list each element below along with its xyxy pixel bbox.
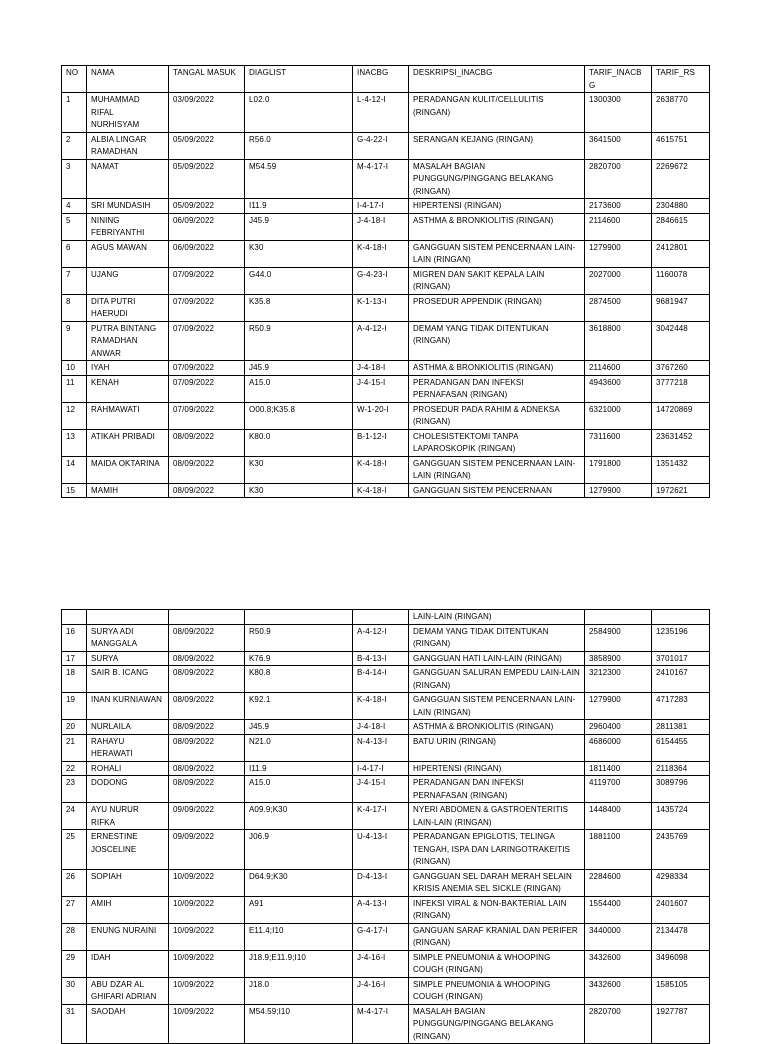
inacbg-code: G-4-22-I xyxy=(353,132,409,159)
tarif-inacbg: 1279900 xyxy=(585,483,652,498)
tarif-rs: 6154455 xyxy=(652,734,710,761)
inacbg-description: CHOLESISTEKTOMI TANPA LAPAROSKOPIK (RINGAN) xyxy=(409,429,585,456)
tarif-inacbg: 1554400 xyxy=(585,896,652,923)
inacbg-code: K-4-18-I xyxy=(353,456,409,483)
admission-date: 05/09/2022 xyxy=(169,199,245,214)
table-row xyxy=(62,483,710,498)
table-row xyxy=(62,923,710,950)
table-row xyxy=(62,720,710,735)
tarif-inacbg: 2820700 xyxy=(585,159,652,199)
tarif-inacbg: 1279900 xyxy=(585,693,652,720)
diagnosis-list: N21.0 xyxy=(245,734,353,761)
tarif-rs: 1972621 xyxy=(652,483,710,498)
diagnosis-list: L02.0 xyxy=(245,93,353,133)
table-row xyxy=(62,93,710,133)
row-no: 15 xyxy=(62,483,87,498)
patient-name: KENAH xyxy=(87,375,169,402)
admission-date: 05/09/2022 xyxy=(169,159,245,199)
admission-date: 10/09/2022 xyxy=(169,923,245,950)
row-no: 30 xyxy=(62,977,87,1004)
tarif-inacbg: 6321000 xyxy=(585,402,652,429)
admission-date: 03/09/2022 xyxy=(169,93,245,133)
patient-name: PUTRA BINTANG RAMADHAN ANWAR xyxy=(87,321,169,361)
patient-name: DODONG xyxy=(87,776,169,803)
inacbg-code: G-4-17-I xyxy=(353,923,409,950)
table-row xyxy=(62,240,710,267)
patient-name: IDAH xyxy=(87,950,169,977)
table-row xyxy=(62,693,710,720)
admission-date: 08/09/2022 xyxy=(169,720,245,735)
admission-date: 05/09/2022 xyxy=(169,132,245,159)
admission-date: 06/09/2022 xyxy=(169,213,245,240)
inacbg-description: PERADANGAN DAN INFEKSI PERNAFASAN (RINGAN) xyxy=(409,375,585,402)
header-cell-tarif-inacbg: TARIF_INACBG xyxy=(585,66,652,93)
tarif-rs: 2412801 xyxy=(652,240,710,267)
tarif-rs: 2435769 xyxy=(652,830,710,870)
patient-name: ERNESTINE JOSCELINE xyxy=(87,830,169,870)
table-row xyxy=(62,761,710,776)
row-no: 3 xyxy=(62,159,87,199)
patient-name: SRI MUNDASIH xyxy=(87,199,169,214)
tarif-rs: 3042448 xyxy=(652,321,710,361)
inacbg-description: MIGREN DAN SAKIT KEPALA LAIN (RINGAN) xyxy=(409,267,585,294)
patient-name: ROHALI xyxy=(87,761,169,776)
inacbg-code: W-1-20-I xyxy=(353,402,409,429)
tarif-rs: 2638770 xyxy=(652,93,710,133)
inacbg-code: J-4-18-I xyxy=(353,361,409,376)
patient-name: SAIR B. ICANG xyxy=(87,666,169,693)
inacbg-description: BATU URIN (RINGAN) xyxy=(409,734,585,761)
admission-date: 08/09/2022 xyxy=(169,429,245,456)
inacbg-description: SIMPLE PNEUMONIA & WHOOPING COUGH (RINGAN) xyxy=(409,950,585,977)
table-row xyxy=(62,159,710,199)
header-cell-tangal-masuk: TANGAL MASUK xyxy=(169,66,245,93)
tarif-inacbg: 1881100 xyxy=(585,830,652,870)
tarif-rs: 1435724 xyxy=(652,803,710,830)
patient-name: SURYA xyxy=(87,651,169,666)
table-row xyxy=(62,132,710,159)
admission-date: 07/09/2022 xyxy=(169,361,245,376)
patient-name: NAMAT xyxy=(87,159,169,199)
table-row xyxy=(62,375,710,402)
header-cell-deskripsi: DESKRIPSI_INACBG xyxy=(409,66,585,93)
patient-name: INAN KURNIAWAN xyxy=(87,693,169,720)
row-no: 17 xyxy=(62,651,87,666)
diagnosis-list: K35.8 xyxy=(245,294,353,321)
admission-date: 08/09/2022 xyxy=(169,624,245,651)
inacbg-description: MASALAH BAGIAN PUNGGUNG/PINGGANG BELAKANG (RINGAN) xyxy=(409,159,585,199)
admission-date: 10/09/2022 xyxy=(169,950,245,977)
patient-name: AYU NURUR RIFKA xyxy=(87,803,169,830)
diagnosis-list: J18.0 xyxy=(245,977,353,1004)
admission-date: 07/09/2022 xyxy=(169,375,245,402)
tarif-inacbg: 2874500 xyxy=(585,294,652,321)
continuation-row xyxy=(62,610,710,625)
patient-name: MAIDA OKTARINA xyxy=(87,456,169,483)
tarif-inacbg: 3641500 xyxy=(585,132,652,159)
diagnosis-list: K80.0 xyxy=(245,429,353,456)
row-no: 10 xyxy=(62,361,87,376)
inacbg-description: INFEKSI VIRAL & NON-BAKTERIAL LAIN (RINGAN) xyxy=(409,896,585,923)
row-no: 25 xyxy=(62,830,87,870)
tarif-rs: 1351432 xyxy=(652,456,710,483)
table-row xyxy=(62,803,710,830)
tarif-inacbg: 2960400 xyxy=(585,720,652,735)
tarif-inacbg: 2114600 xyxy=(585,361,652,376)
patient-name: SOPIAH xyxy=(87,869,169,896)
inacbg-code: U-4-13-I xyxy=(353,830,409,870)
diagnosis-list: I11.9 xyxy=(245,199,353,214)
diagnosis-list: I11.9 xyxy=(245,761,353,776)
inacbg-code: J-4-16-I xyxy=(353,950,409,977)
tarif-inacbg: 4943600 xyxy=(585,375,652,402)
inacbg-description: ASTHMA & BRONKIOLITIS (RINGAN) xyxy=(409,361,585,376)
inacbg-code: J-4-18-I xyxy=(353,213,409,240)
table-row xyxy=(62,776,710,803)
tarif-inacbg: 2820700 xyxy=(585,1004,652,1044)
row-no: 22 xyxy=(62,761,87,776)
admission-date: 07/09/2022 xyxy=(169,294,245,321)
table-row xyxy=(62,950,710,977)
row-no: 6 xyxy=(62,240,87,267)
admission-date: 07/09/2022 xyxy=(169,321,245,361)
diagnosis-list: K30 xyxy=(245,240,353,267)
row-no: 24 xyxy=(62,803,87,830)
tarif-inacbg: 3858900 xyxy=(585,651,652,666)
tarif-rs: 3701017 xyxy=(652,651,710,666)
patient-name: UJANG xyxy=(87,267,169,294)
inacbg-description: GANGGUAN SALURAN EMPEDU LAIN-LAIN (RINGAN) xyxy=(409,666,585,693)
inacbg-description: GANGGUAN SISTEM PENCERNAAN LAIN-LAIN (RINGAN) xyxy=(409,456,585,483)
tarif-inacbg: 2584900 xyxy=(585,624,652,651)
inacbg-code: K-1-13-I xyxy=(353,294,409,321)
row-no: 27 xyxy=(62,896,87,923)
inacbg-code: M-4-17-I xyxy=(353,159,409,199)
tarif-inacbg: 3440000 xyxy=(585,923,652,950)
tarif-inacbg: 1279900 xyxy=(585,240,652,267)
diagnosis-list: J18.9;E11.9;I10 xyxy=(245,950,353,977)
row-no: 12 xyxy=(62,402,87,429)
inacbg-code: K-4-18-I xyxy=(353,240,409,267)
table-row xyxy=(62,294,710,321)
inacbg-description: ASTHMA & BRONKIOLITIS (RINGAN) xyxy=(409,720,585,735)
patient-name: MUHAMMAD RIFAL NURHISYAM xyxy=(87,93,169,133)
table-row xyxy=(62,199,710,214)
admission-date: 10/09/2022 xyxy=(169,896,245,923)
admission-date: 08/09/2022 xyxy=(169,651,245,666)
tarif-rs: 2118364 xyxy=(652,761,710,776)
row-no: 4 xyxy=(62,199,87,214)
tarif-rs: 1585105 xyxy=(652,977,710,1004)
row-no: 11 xyxy=(62,375,87,402)
inacbg-description: SIMPLE PNEUMONIA & WHOOPING COUGH (RINGAN) xyxy=(409,977,585,1004)
tarif-rs: 3767260 xyxy=(652,361,710,376)
inacbg-code: A-4-13-I xyxy=(353,896,409,923)
diagnosis-list: J45.9 xyxy=(245,213,353,240)
inacbg-code: A-4-12-I xyxy=(353,321,409,361)
row-no: 29 xyxy=(62,950,87,977)
tarif-inacbg: 1300300 xyxy=(585,93,652,133)
inacbg-description: PERADANGAN DAN INFEKSI PERNAFASAN (RINGAN) xyxy=(409,776,585,803)
patient-name: SURYA ADI MANGGALA xyxy=(87,624,169,651)
tarif-inacbg: 4119700 xyxy=(585,776,652,803)
table-row xyxy=(62,651,710,666)
tarif-rs: 2811381 xyxy=(652,720,710,735)
inacbg-code: K-4-18-I xyxy=(353,693,409,720)
tarif-rs: 1235196 xyxy=(652,624,710,651)
tarif-rs: 23631452 xyxy=(652,429,710,456)
tarif-rs: 3777218 xyxy=(652,375,710,402)
table-row xyxy=(62,402,710,429)
row-no: 8 xyxy=(62,294,87,321)
patient-name: ATIKAH PRIBADI xyxy=(87,429,169,456)
inacbg-description: GANGUAN SARAF KRANIAL DAN PERIFER (RINGAN) xyxy=(409,923,585,950)
inacbg-description: NYERI ABDOMEN & GASTROENTERITIS LAIN-LAIN (RINGAN) xyxy=(409,803,585,830)
admission-date: 08/09/2022 xyxy=(169,666,245,693)
header-cell-no: NO xyxy=(62,66,87,93)
tarif-inacbg: 1811400 xyxy=(585,761,652,776)
diagnosis-list: K30 xyxy=(245,456,353,483)
tarif-inacbg: 7311600 xyxy=(585,429,652,456)
tarif-rs: 3089796 xyxy=(652,776,710,803)
tarif-rs: 2846615 xyxy=(652,213,710,240)
tarif-rs: 3496098 xyxy=(652,950,710,977)
row-no: 13 xyxy=(62,429,87,456)
admission-date: 10/09/2022 xyxy=(169,1004,245,1044)
inacbg-code: I-4-17-I xyxy=(353,761,409,776)
diagnosis-list: R50.9 xyxy=(245,624,353,651)
tarif-rs: 9681947 xyxy=(652,294,710,321)
admission-date: 08/09/2022 xyxy=(169,456,245,483)
inacbg-description: PERADANGAN KULIT/CELLULITIS (RINGAN) xyxy=(409,93,585,133)
diagnosis-list: G44.0 xyxy=(245,267,353,294)
patient-name: MAMIH xyxy=(87,483,169,498)
inacbg-description: GANGGUAN SEL DARAH MERAH SELAIN KRISIS ANEMIA SEL SICKLE (RINGAN) xyxy=(409,869,585,896)
diagnosis-list: A15.0 xyxy=(245,776,353,803)
tarif-inacbg: 1791800 xyxy=(585,456,652,483)
inacbg-description: ASTHMA & BRONKIOLITIS (RINGAN) xyxy=(409,213,585,240)
inacbg-code: B-1-12-I xyxy=(353,429,409,456)
patient-name: AMIH xyxy=(87,896,169,923)
header-cell-diaglist: DIAGLIST xyxy=(245,66,353,93)
diagnosis-list: D64.9;K30 xyxy=(245,869,353,896)
row-no: 23 xyxy=(62,776,87,803)
table-row xyxy=(62,869,710,896)
inacbg-description: GANGGUAN HATI LAIN-LAIN (RINGAN) xyxy=(409,651,585,666)
row-no: 19 xyxy=(62,693,87,720)
patient-name: AGUS MAWAN xyxy=(87,240,169,267)
diagnosis-list: E11.4;I10 xyxy=(245,923,353,950)
admission-date: 07/09/2022 xyxy=(169,402,245,429)
diagnosis-list: M54.59;I10 xyxy=(245,1004,353,1044)
inacbg-description: GANGGUAN SISTEM PENCERNAAN LAIN-LAIN (RINGAN) xyxy=(409,693,585,720)
tarif-rs: 14720869 xyxy=(652,402,710,429)
table-row xyxy=(62,896,710,923)
admission-date: 08/09/2022 xyxy=(169,483,245,498)
table-row xyxy=(62,977,710,1004)
inacbg-code: A-4-12-I xyxy=(353,624,409,651)
inacbg-code: J-4-15-I xyxy=(353,776,409,803)
admission-date: 08/09/2022 xyxy=(169,776,245,803)
tarif-inacbg: 2173600 xyxy=(585,199,652,214)
continuation-description: LAIN-LAIN (RINGAN) xyxy=(409,610,585,625)
admission-date: 07/09/2022 xyxy=(169,267,245,294)
diagnosis-list: R50.9 xyxy=(245,321,353,361)
table-row xyxy=(62,321,710,361)
table-row xyxy=(62,267,710,294)
inacbg-description: GANGGUAN SISTEM PENCERNAAN LAIN-LAIN (RINGAN) xyxy=(409,240,585,267)
table-row xyxy=(62,830,710,870)
tarif-inacbg: 2114600 xyxy=(585,213,652,240)
inacbg-code: N-4-13-I xyxy=(353,734,409,761)
table-row xyxy=(62,624,710,651)
tarif-inacbg: 4686000 xyxy=(585,734,652,761)
row-no: 21 xyxy=(62,734,87,761)
diagnosis-list: K76.9 xyxy=(245,651,353,666)
inacbg-code: G-4-23-I xyxy=(353,267,409,294)
row-no: 9 xyxy=(62,321,87,361)
table-row xyxy=(62,361,710,376)
inacbg-description: DEMAM YANG TIDAK DITENTUKAN (RINGAN) xyxy=(409,624,585,651)
inacbg-description: MASALAH BAGIAN PUNGGUNG/PINGGANG BELAKANG (RINGAN) xyxy=(409,1004,585,1044)
tarif-rs: 2304880 xyxy=(652,199,710,214)
header-cell-nama: NAMA xyxy=(87,66,169,93)
tarif-inacbg: 1448400 xyxy=(585,803,652,830)
inacbg-code: D-4-13-I xyxy=(353,869,409,896)
diagnosis-list: J06.9 xyxy=(245,830,353,870)
patient-name: ENUNG NURAINI xyxy=(87,923,169,950)
inacbg-description: HIPERTENSI (RINGAN) xyxy=(409,199,585,214)
patient-name: SAODAH xyxy=(87,1004,169,1044)
row-no: 20 xyxy=(62,720,87,735)
diagnosis-list: O00.8;K35.8 xyxy=(245,402,353,429)
tarif-inacbg: 3618800 xyxy=(585,321,652,361)
patient-name: ABU DZAR AL GHIFARI ADRIAN xyxy=(87,977,169,1004)
tarif-rs: 2401607 xyxy=(652,896,710,923)
admission-date: 09/09/2022 xyxy=(169,803,245,830)
admission-date: 09/09/2022 xyxy=(169,830,245,870)
admission-date: 10/09/2022 xyxy=(169,869,245,896)
inacbg-code: L-4-12-I xyxy=(353,93,409,133)
tarif-rs: 1160078 xyxy=(652,267,710,294)
table-row xyxy=(62,213,710,240)
admission-date: 08/09/2022 xyxy=(169,761,245,776)
patient-table-page-1 xyxy=(61,65,710,498)
diagnosis-list: M54.59 xyxy=(245,159,353,199)
row-no: 14 xyxy=(62,456,87,483)
diagnosis-list: A91 xyxy=(245,896,353,923)
patient-name: RAHAYU HERAWATI xyxy=(87,734,169,761)
tarif-rs: 4298334 xyxy=(652,869,710,896)
tarif-rs: 4615751 xyxy=(652,132,710,159)
table-row xyxy=(62,429,710,456)
inacbg-code: J-4-16-I xyxy=(353,977,409,1004)
tarif-rs: 2134478 xyxy=(652,923,710,950)
inacbg-description: PROSEDUR APPENDIK (RINGAN) xyxy=(409,294,585,321)
row-no: 2 xyxy=(62,132,87,159)
inacbg-code: K-4-18-I xyxy=(353,483,409,498)
admission-date: 08/09/2022 xyxy=(169,693,245,720)
tarif-rs: 1927787 xyxy=(652,1004,710,1044)
tarif-inacbg: 3212300 xyxy=(585,666,652,693)
row-no: 5 xyxy=(62,213,87,240)
tarif-inacbg: 2027000 xyxy=(585,267,652,294)
patient-name: RAHMAWATI xyxy=(87,402,169,429)
table-row xyxy=(62,734,710,761)
inacbg-code: B-4-13-I xyxy=(353,651,409,666)
header-cell-tarif-rs: TARIF_RS xyxy=(652,66,710,93)
diagnosis-list: K92.1 xyxy=(245,693,353,720)
inacbg-description: SERANGAN KEJANG (RINGAN) xyxy=(409,132,585,159)
diagnosis-list: K30 xyxy=(245,483,353,498)
row-no: 7 xyxy=(62,267,87,294)
patient-name: ALBIA LINGAR RAMADHAN xyxy=(87,132,169,159)
table-row xyxy=(62,666,710,693)
row-no: 28 xyxy=(62,923,87,950)
inacbg-description: PERADANGAN EPIGLOTIS, TELINGA TENGAH, ISPA DAN LARINGOTRAKEITIS (RINGAN) xyxy=(409,830,585,870)
patient-name: DITA PUTRI HAERUDI xyxy=(87,294,169,321)
diagnosis-list: J45.9 xyxy=(245,720,353,735)
tarif-rs: 4717283 xyxy=(652,693,710,720)
inacbg-description: DEMAM YANG TIDAK DITENTUKAN (RINGAN) xyxy=(409,321,585,361)
tarif-inacbg: 3432600 xyxy=(585,977,652,1004)
inacbg-code: K-4-17-I xyxy=(353,803,409,830)
row-no: 18 xyxy=(62,666,87,693)
admission-date: 08/09/2022 xyxy=(169,734,245,761)
patient-name: IYAH xyxy=(87,361,169,376)
diagnosis-list: K80.8 xyxy=(245,666,353,693)
tarif-inacbg: 3432600 xyxy=(585,950,652,977)
table-row xyxy=(62,456,710,483)
diagnosis-list: A09.9;K30 xyxy=(245,803,353,830)
inacbg-code: J-4-18-I xyxy=(353,720,409,735)
row-no: 31 xyxy=(62,1004,87,1044)
tarif-inacbg: 2284600 xyxy=(585,869,652,896)
header-row xyxy=(62,66,710,93)
tarif-rs: 2410167 xyxy=(652,666,710,693)
inacbg-code: M-4-17-I xyxy=(353,1004,409,1044)
row-no: 16 xyxy=(62,624,87,651)
admission-date: 06/09/2022 xyxy=(169,240,245,267)
tarif-rs: 2269672 xyxy=(652,159,710,199)
patient-name: NURLAILA xyxy=(87,720,169,735)
inacbg-code: I-4-17-I xyxy=(353,199,409,214)
inacbg-description: PROSEDUR PADA RAHIM & ADNEKSA (RINGAN) xyxy=(409,402,585,429)
admission-date: 10/09/2022 xyxy=(169,977,245,1004)
inacbg-description: HIPERTENSI (RINGAN) xyxy=(409,761,585,776)
patient-table-page-2 xyxy=(61,609,710,1044)
inacbg-description: GANGGUAN SISTEM PENCERNAAN xyxy=(409,483,585,498)
diagnosis-list: A15.0 xyxy=(245,375,353,402)
inacbg-code: J-4-15-I xyxy=(353,375,409,402)
inacbg-code: B-4-14-I xyxy=(353,666,409,693)
row-no: 26 xyxy=(62,869,87,896)
diagnosis-list: R56.0 xyxy=(245,132,353,159)
row-no: 1 xyxy=(62,93,87,133)
diagnosis-list: J45.9 xyxy=(245,361,353,376)
header-cell-inacbg: INACBG xyxy=(353,66,409,93)
patient-name: NINING FEBRIYANTHI xyxy=(87,213,169,240)
